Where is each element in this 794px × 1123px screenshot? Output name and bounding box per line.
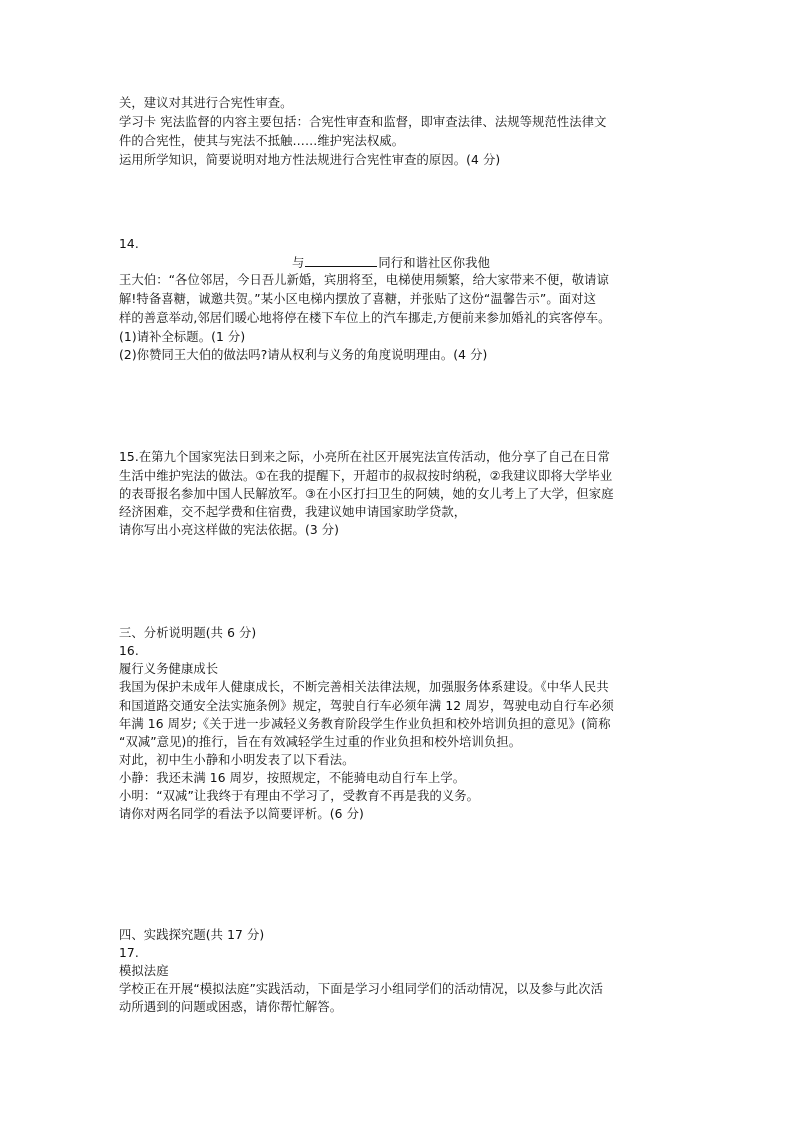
text-line: 的表哥报名参加中国人民解放军。③在小区打扫卫生的阿姨，她的女儿考上了大学，但家庭 <box>119 487 614 501</box>
text-line: 动所遇到的问题或困惑，请你帮忙解答。 <box>119 1000 343 1014</box>
question-prompt: 运用所学知识，简要说明对地方性法规进行合宪性审查的原因。(4 分) <box>119 153 501 167</box>
text-line: 件的合宪性，使其与宪法不抵触……维护宪法权威。 <box>119 134 405 148</box>
section-heading: 四、实践探究题(共 17 分) <box>119 928 265 942</box>
text-line: 小静：我还未满 16 周岁，按照规定，不能骑电动自行车上学。 <box>119 771 466 785</box>
text-line: 年满 16 周岁;《关于进一步减轻义务教育阶段学生作业负担和校外培训负担的意见》(简称 <box>119 717 611 731</box>
title-blank <box>305 254 377 267</box>
text-line: 王大伯：“各位邻居，今日吾儿新婚，宾朋将至，电梯使用频繁，给大家带来不便，敬请谅 <box>119 273 609 287</box>
question-number-14: 14. <box>119 237 139 251</box>
question-16-title: 履行义务健康成长 <box>119 662 219 676</box>
study-card-line: 学习卡 宪法监督的内容主要包括：合宪性审查和监督，即审查法律、法规等规范性法律文 <box>119 115 607 129</box>
text-line: 学校正在开展“模拟法庭”实践活动，下面是学习小组同学们的活动情况，以及参与此次活 <box>119 982 604 996</box>
question-17-title: 模拟法庭 <box>119 964 169 978</box>
text-line: 小明：“双减”让我终于有理由不学习了，受教育不再是我的义务。 <box>119 789 480 803</box>
question-prompt: (1)请补全标题。(1 分) <box>119 330 246 344</box>
question-15-line: 15.在第九个国家宪法日到来之际，小亮所在社区开展宪法宣传活动，他分享了自己在日常 <box>119 450 610 464</box>
question-number-17: 17. <box>119 946 139 960</box>
question-number-16: 16. <box>119 644 139 658</box>
text-line: 关，建议对其进行合宪性审查。 <box>119 96 293 110</box>
text-line: 我国为保护未成年人健康成长，不断完善相关法律法规，加强服务体系建设。《中华人民共 <box>119 680 609 694</box>
title-suffix: 同行和谐社区你我他 <box>378 256 490 270</box>
question-prompt: 请你写出小亮这样做的宪法依据。(3 分) <box>119 523 340 537</box>
text-line: 解!特备喜糖，诚邀共贺。”某小区电梯内摆放了喜糖，并张贴了这份“温馨告示”。面对这 <box>119 292 596 306</box>
section-heading: 三、分析说明题(共 6 分) <box>119 626 257 640</box>
question-prompt: 请你对两名同学的看法予以简要评析。(6 分) <box>119 807 364 821</box>
text-line: 和国道路交通安全法实施条例》规定，驾驶自行车必须年满 12 周岁，驾驶电动自行车必须 <box>119 699 614 713</box>
text-line: “双减”意见)的推行，旨在有效减轻学生过重的作业负担和校外培训负担。 <box>119 735 522 749</box>
title-prefix: 与 <box>292 256 305 270</box>
question-prompt: (2)你赞同王大伯的做法吗?请从权利与义务的角度说明理由。(4 分) <box>119 348 488 362</box>
text-line: 生活中维护宪法的做法。①在我的提醒下，开超市的叔叔按时纳税，②我建议即将大学毕业 <box>119 469 613 483</box>
text-line: 经济困难，交不起学费和住宿费，我建议她申请国家助学贷款， <box>119 505 467 519</box>
text-line: 样的善意举动,邻居们暖心地将停在楼下车位上的汽车挪走,方便前来参加婚礼的宾客停车。 <box>119 311 611 325</box>
text-line: 对此，初中生小静和小明发表了以下看法。 <box>119 753 355 767</box>
